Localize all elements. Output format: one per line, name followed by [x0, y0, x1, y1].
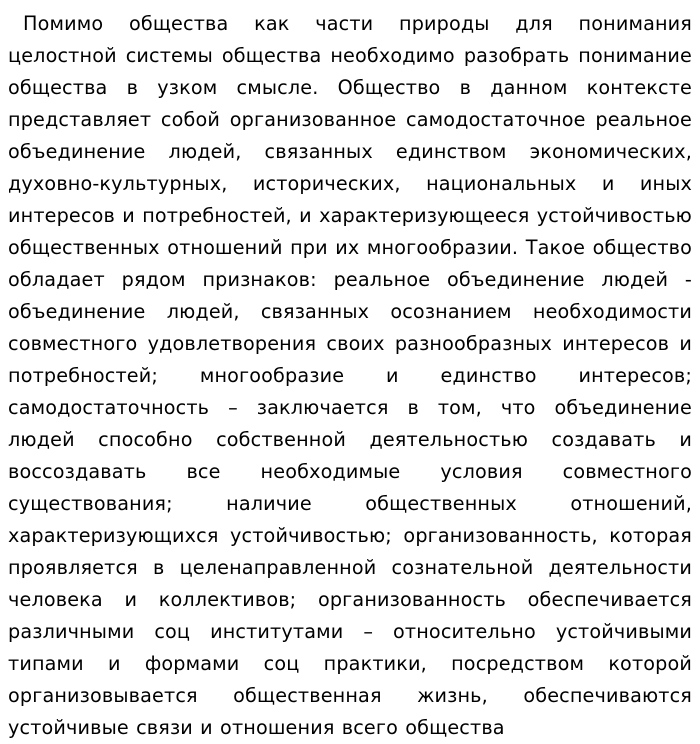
document-page	[8, 8, 692, 739]
body-paragraph: Помимо общества как части природы для понимания целостной системы общества необходимо разобрать понимание общества в узком смысле. Общество в данном контексте представляет собой организованное самодостаточное реальное объединение людей, связанных единством экономических, духовно-культурных, исторических, национальных и иных интересов и потребностей, и характеризующееся устойчивостью общественных отношений при их многообразии. Такое общество обладает рядом признаков: реальное объединение людей - объединение людей, связанных осознанием необходимости совместного удовлетворения своих разнообразных интересов и потребностей; многообразие и единство интересов; самодостаточность – заключается в том, что объединение людей способно собственной деятельностью создавать и воссоздавать все необходимые условия совместного существования; наличие общественных отношений, характеризующихся устойчивостью; организованность, которая проявляется в целенаправленной сознательной деятельности человека и коллективов; организованность обеспечивается различными соц институтами – относительно устойчивыми типами и формами соц практики, посредством которой организовывается общественная жизнь, обеспечиваются устойчивые связи и отношения всего общества	[8, 12, 692, 739]
